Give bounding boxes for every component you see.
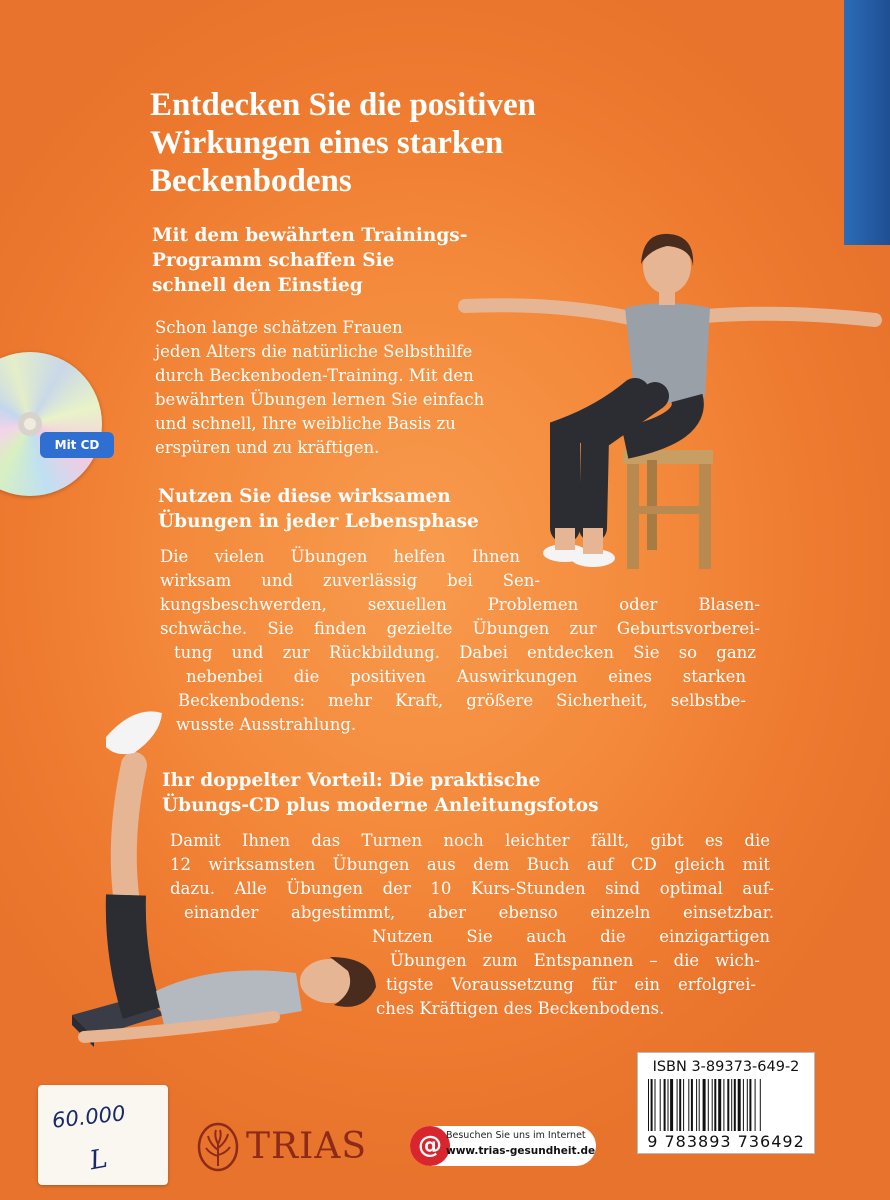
barcode-bar <box>731 1079 732 1131</box>
section2-line: schwäche. Sie finden gezielte Übungen zur Geburtsvorberei- <box>160 619 760 638</box>
headline <box>150 86 670 200</box>
tree-logo-icon <box>196 1122 240 1172</box>
price-sticker <box>38 1085 168 1185</box>
headline-line: Wirkungen eines starken <box>150 125 504 161</box>
barcode-bar <box>660 1079 661 1131</box>
barcode-bar <box>688 1079 689 1131</box>
barcode-bar <box>734 1079 736 1131</box>
barcode-bar <box>683 1079 684 1131</box>
barcode-bar <box>668 1079 669 1131</box>
barcode-bar <box>648 1079 649 1131</box>
barcode-bar <box>714 1079 716 1131</box>
cd-label: Mit CD <box>40 432 114 458</box>
woman-seated-photo <box>455 228 885 578</box>
section1-line: durch Beckenboden-Training. Mit den <box>155 366 474 385</box>
isbn-number: ISBN 3-89373-649-2 <box>652 1059 800 1075</box>
barcode-bar <box>664 1079 666 1131</box>
section2-line: kungsbeschwerden, sexuellen Problemen oder Blasen- <box>160 595 760 614</box>
section3-line: dazu. Alle Übungen der 10 Kurs-Stunden sind optimal auf- <box>170 879 774 898</box>
barcode-bar <box>670 1079 673 1131</box>
section3-line: tigste Voraussetzung für ein erfolgrei- <box>386 975 756 994</box>
barcode-bar <box>703 1079 706 1131</box>
section3-line: Nutzen Sie auch die einzigartigen <box>372 927 770 946</box>
barcode-bar <box>755 1079 756 1131</box>
barcode-bar <box>708 1079 709 1131</box>
blue-spine-band <box>844 0 890 245</box>
barcode-bar <box>738 1079 741 1131</box>
barcode-bar <box>747 1079 748 1131</box>
section1-title-line: schnell den Einstieg <box>152 275 363 296</box>
section1-line: jeden Alters die natürliche Selbsthilfe <box>155 342 473 361</box>
section3-line: Übungen zum Entspannen – die wich- <box>390 951 760 970</box>
barcode-bar <box>677 1079 678 1131</box>
section1-body <box>155 316 484 460</box>
section2-title-line: Nutzen Sie diese wirksamen <box>158 486 451 507</box>
ean-number: 9 783893 736492 <box>647 1132 805 1151</box>
headline-line: Beckenbodens <box>150 163 352 199</box>
section3-title-line: Übungs-CD plus moderne Anleitungsfotos <box>162 795 599 816</box>
publisher-name: TRIAS <box>246 1126 367 1167</box>
section3-line: ches Kräftigen des Beckenbodens. <box>376 999 665 1018</box>
at-icon: @ <box>410 1126 450 1166</box>
cd-disc-icon <box>0 352 102 496</box>
section2-line: Beckenbodens: mehr Kraft, größere Sicherheit, selbstbe- <box>178 691 746 710</box>
section3-title-line: Ihr doppelter Vorteil: Die praktische <box>162 770 541 791</box>
section1-line: und schnell, Ihre weibliche Basis zu <box>155 414 456 433</box>
isbn-barcode-box <box>637 1052 815 1154</box>
section1-line: bewährten Übungen lernen Sie einfach <box>155 390 485 409</box>
section2-line: Die vielen Übungen helfen Ihnen <box>160 547 520 566</box>
cd-hole <box>18 412 42 436</box>
sticker-mark: L <box>87 1143 110 1177</box>
barcode-bar <box>723 1079 724 1131</box>
barcode-bar <box>712 1079 713 1131</box>
woman-lying-photo <box>64 695 394 1055</box>
website-url[interactable]: www.trias-gesundheit.de <box>446 1145 596 1157</box>
section2-line: wirksam und zuverlässig bei Sen- <box>160 571 540 590</box>
barcode-bar <box>655 1079 656 1131</box>
barcode-bar <box>749 1079 751 1131</box>
barcode-bar <box>718 1079 721 1131</box>
section2-title-line: Übungen in jeder Lebensphase <box>158 511 479 532</box>
section3-line: Damit Ihnen das Turnen noch leichter fällt, gibt es die <box>170 831 770 850</box>
section1-line: erspüren und zu kräftigen. <box>155 438 380 457</box>
section1-line: Schon lange schätzen Frauen <box>155 318 403 337</box>
barcode-bar <box>743 1079 744 1131</box>
section3-line: 12 wirksamsten Übungen aus dem Buch auf CD gleich mit <box>170 855 770 874</box>
website-badge[interactable] <box>410 1126 596 1166</box>
barcode-bar <box>760 1079 761 1131</box>
sticker-price: 60.000 <box>50 1101 127 1133</box>
section3-line: einander abgestimmt, aber ebenso einzeln einsetzbar. <box>184 903 774 922</box>
barcode-bar <box>696 1079 697 1131</box>
section1-title-line: Mit dem bewährten Trainings- <box>152 225 468 246</box>
barcode-bar <box>699 1079 700 1131</box>
section2-line: wusste Ausstrahlung. <box>176 715 357 734</box>
barcode-bar <box>679 1079 681 1131</box>
section2-line: nebenbei die positiven Auswirkungen eines starken <box>186 667 746 686</box>
website-caption: Besuchen Sie uns im Internet <box>446 1130 586 1141</box>
section2-line: tung und zur Rückbildung. Dabei entdecken Sie so ganz <box>174 643 756 662</box>
barcode-bar <box>691 1079 693 1131</box>
section1-title-line: Programm schaffen Sie <box>152 250 395 271</box>
headline-line: Entdecken Sie die positiven <box>150 87 536 123</box>
barcode-icon <box>648 1079 804 1131</box>
barcode-bar <box>651 1079 653 1131</box>
barcode-bar <box>727 1079 729 1131</box>
